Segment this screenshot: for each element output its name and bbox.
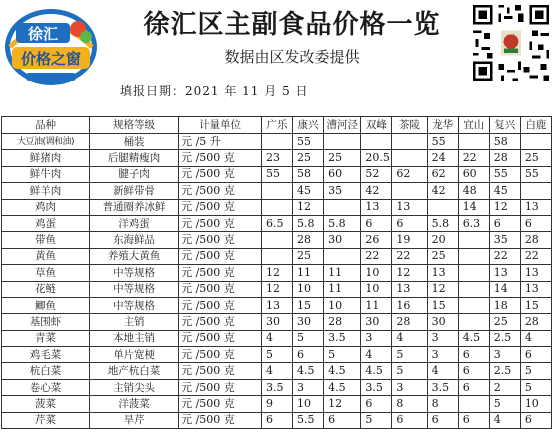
cell-variety: 鸡毛菜 [2, 347, 90, 363]
cell-price: 6 [458, 412, 489, 428]
cell-price: 4 [489, 412, 520, 428]
cell-price [458, 314, 489, 330]
cell-price: 4 [520, 330, 551, 346]
cell-unit: 元 /5 升 [179, 134, 262, 150]
header-col-guangle: 广乐 [261, 117, 292, 134]
cell-price [392, 150, 427, 166]
cell-price [324, 134, 361, 150]
cell-price: 12 [293, 199, 324, 215]
cell-price: 30 [293, 314, 324, 330]
cell-variety: 芹菜 [2, 412, 90, 428]
cell-price: 2.5 [489, 363, 520, 379]
cell-price: 6 [520, 412, 551, 428]
cell-price: 3 [361, 330, 392, 346]
cell-price: 10 [361, 281, 392, 297]
cell-variety: 鲜牛肉 [2, 166, 90, 182]
cell-price: 8 [427, 396, 458, 412]
cell-price [458, 297, 489, 313]
table-row [2, 166, 552, 182]
cell-price [261, 134, 292, 150]
table-row [2, 199, 552, 215]
cell-price: 3 [392, 379, 427, 395]
cell-price [261, 232, 292, 248]
cell-variety: 鲜羊肉 [2, 183, 90, 199]
cell-price: 55 [261, 166, 292, 182]
cell-price: 5 [261, 347, 292, 363]
cell-grade: 洋菠菜 [90, 396, 179, 412]
cell-price: 6 [520, 347, 551, 363]
cell-price: 22 [520, 248, 551, 264]
header-col-variety: 品种 [2, 117, 90, 134]
cell-variety: 杭白菜 [2, 363, 90, 379]
cell-price: 28 [489, 150, 520, 166]
table-row [2, 281, 552, 297]
table-row [2, 150, 552, 166]
cell-price: 22 [458, 150, 489, 166]
cell-price: 6 [392, 412, 427, 428]
cell-price: 28 [324, 314, 361, 330]
cell-price: 5 [520, 363, 551, 379]
cell-price [324, 199, 361, 215]
cell-price: 5 [324, 347, 361, 363]
cell-price: 10 [520, 396, 551, 412]
cell-grade: 主销 [90, 314, 179, 330]
cell-price [458, 248, 489, 264]
cell-unit: 元 /500 克 [179, 297, 262, 313]
cell-grade: 中等规格 [90, 281, 179, 297]
cell-price [261, 248, 292, 264]
table-row [2, 396, 552, 412]
cell-price: 12 [261, 281, 292, 297]
cell-price: 4.5 [458, 330, 489, 346]
table-row [2, 347, 552, 363]
cell-variety: 黄鱼 [2, 248, 90, 264]
table-row [2, 265, 552, 281]
cell-price: 3.5 [324, 330, 361, 346]
cell-price: 3 [293, 379, 324, 395]
cell-price: 60 [458, 166, 489, 182]
cell-grade: 普通圈养冰鲜 [90, 199, 179, 215]
cell-price: 13 [361, 199, 392, 215]
cell-price: 58 [489, 134, 520, 150]
cell-price: 12 [392, 265, 427, 281]
cell-price: 5 [520, 379, 551, 395]
cell-price: 18 [489, 297, 520, 313]
cell-price: 10 [293, 396, 324, 412]
page-subtitle: 数据由区发改委提供 [224, 48, 360, 66]
cell-price: 5 [392, 363, 427, 379]
header-col-yishan: 宜山 [458, 117, 489, 134]
cell-price: 13 [520, 281, 551, 297]
page-title: 徐汇区主副食品价格一览 [143, 10, 441, 40]
cell-price: 19 [392, 232, 427, 248]
cell-unit: 元 /500 克 [179, 150, 262, 166]
cell-price: 13 [520, 199, 551, 215]
cell-unit: 元 /500 克 [179, 265, 262, 281]
cell-price: 25 [427, 248, 458, 264]
cell-price: 3.5 [427, 379, 458, 395]
cell-price [458, 232, 489, 248]
cell-price: 48 [458, 183, 489, 199]
cell-price: 5.8 [324, 215, 361, 231]
cell-price: 13 [261, 297, 292, 313]
cell-grade: 东海鲜品 [90, 232, 179, 248]
cell-variety: 大豆油(调和油) [2, 134, 90, 150]
cell-price: 28 [520, 314, 551, 330]
header-col-grade: 规格等级 [90, 117, 179, 134]
cell-price: 45 [293, 183, 324, 199]
cell-price: 4 [392, 330, 427, 346]
cell-price: 5.8 [293, 215, 324, 231]
cell-price: 55 [427, 134, 458, 150]
header-col-kangxing: 康兴 [293, 117, 324, 134]
header-col-bailu: 白鹿 [520, 117, 551, 134]
cell-price: 3.5 [361, 379, 392, 395]
cell-price: 4.5 [361, 363, 392, 379]
cell-price: 55 [489, 166, 520, 182]
table-row [2, 232, 552, 248]
cell-variety: 基围虾 [2, 314, 90, 330]
header-col-fuxing: 复兴 [489, 117, 520, 134]
cell-price: 4 [261, 330, 292, 346]
cell-variety: 带鱼 [2, 232, 90, 248]
cell-price: 6.3 [458, 215, 489, 231]
cell-price: 4.5 [324, 379, 361, 395]
cell-price [458, 396, 489, 412]
cell-price [458, 265, 489, 281]
cell-price: 6 [361, 396, 392, 412]
cell-unit: 元 /500 克 [179, 314, 262, 330]
table-row [2, 330, 552, 346]
cell-price [520, 183, 551, 199]
table-row [2, 297, 552, 313]
cell-price: 13 [392, 281, 427, 297]
cell-grade: 地产杭白菜 [90, 363, 179, 379]
cell-grade: 单片宽梗 [90, 347, 179, 363]
cell-price [427, 199, 458, 215]
cell-price: 6 [427, 412, 458, 428]
cell-price: 12 [489, 199, 520, 215]
cell-price: 11 [324, 265, 361, 281]
cell-variety: 草鱼 [2, 265, 90, 281]
cell-price: 30 [361, 314, 392, 330]
cell-price: 15 [293, 297, 324, 313]
table-row [2, 215, 552, 231]
cell-price: 55 [293, 134, 324, 150]
cell-price: 28 [520, 232, 551, 248]
table-row [2, 379, 552, 395]
cell-price [392, 134, 427, 150]
header-col-chaling: 茶陵 [392, 117, 427, 134]
cell-price: 10 [361, 265, 392, 281]
cell-grade: 主销尖头 [90, 379, 179, 395]
report-date: 填报日期：2021 年 11 月 5 日 [120, 84, 309, 98]
cell-price: 60 [324, 166, 361, 182]
table-row [2, 412, 552, 428]
cell-price: 30 [261, 314, 292, 330]
cell-price: 20 [427, 232, 458, 248]
cell-price: 25 [324, 150, 361, 166]
cell-unit: 元 /500 克 [179, 347, 262, 363]
cell-price: 12 [261, 265, 292, 281]
cell-unit: 元 /500 克 [179, 379, 262, 395]
cell-price: 24 [427, 150, 458, 166]
cell-price: 28 [392, 314, 427, 330]
cell-price: 6 [324, 412, 361, 428]
cell-price: 30 [427, 314, 458, 330]
cell-price: 10 [324, 297, 361, 313]
cell-price: 13 [489, 265, 520, 281]
cell-price: 3 [427, 330, 458, 346]
cell-unit: 元 /500 克 [179, 412, 262, 428]
table-header-row [2, 117, 552, 134]
cell-price [458, 281, 489, 297]
cell-price: 25 [293, 248, 324, 264]
cell-price: 5 [361, 412, 392, 428]
cell-price: 11 [293, 265, 324, 281]
cell-price: 35 [489, 232, 520, 248]
table-row [2, 363, 552, 379]
logo-text-bottom: 价格之窗 [20, 50, 82, 68]
cell-price [392, 183, 427, 199]
cell-price: 22 [489, 248, 520, 264]
cell-price: 3 [427, 347, 458, 363]
cell-unit: 元 /500 克 [179, 232, 262, 248]
cell-price: 4.5 [293, 363, 324, 379]
cell-price: 6 [520, 215, 551, 231]
cell-price: 16 [392, 297, 427, 313]
cell-price [261, 183, 292, 199]
cell-grade: 旱芹 [90, 412, 179, 428]
cell-grade: 后腿精瘦肉 [90, 150, 179, 166]
cell-variety: 鸡蛋 [2, 215, 90, 231]
cell-variety: 花鲢 [2, 281, 90, 297]
price-window-logo-icon [2, 3, 100, 87]
cell-price: 5 [293, 330, 324, 346]
cell-price [458, 134, 489, 150]
cell-unit: 元 /500 克 [179, 248, 262, 264]
cell-price: 20.5 [361, 150, 392, 166]
cell-price: 14 [458, 199, 489, 215]
cell-price [324, 248, 361, 264]
cell-price: 6 [458, 363, 489, 379]
cell-grade: 新鲜带骨 [90, 183, 179, 199]
table-row [2, 248, 552, 264]
cell-price [361, 134, 392, 150]
qr-code-icon[interactable] [470, 2, 552, 84]
cell-price: 5.5 [293, 412, 324, 428]
table-row [2, 134, 552, 150]
cell-variety: 菠菜 [2, 396, 90, 412]
cell-price: 12 [324, 396, 361, 412]
cell-price: 4.5 [324, 363, 361, 379]
cell-price: 2.5 [489, 330, 520, 346]
cell-price: 13 [520, 265, 551, 281]
cell-variety: 鲜猪肉 [2, 150, 90, 166]
cell-variety: 青菜 [2, 330, 90, 346]
cell-price: 28 [293, 232, 324, 248]
cell-unit: 元 /500 克 [179, 396, 262, 412]
cell-variety: 鸡肉 [2, 199, 90, 215]
cell-price: 15 [520, 297, 551, 313]
cell-price: 2 [489, 379, 520, 395]
table-row [2, 183, 552, 199]
cell-price: 13 [392, 199, 427, 215]
cell-price: 4 [261, 363, 292, 379]
cell-grade: 腱子肉 [90, 166, 179, 182]
table-row [2, 314, 552, 330]
cell-price: 9 [261, 396, 292, 412]
cell-price: 25 [520, 150, 551, 166]
cell-price: 6.5 [261, 215, 292, 231]
header-col-caohejing: 漕河泾 [324, 117, 361, 134]
cell-unit: 元 /500 克 [179, 183, 262, 199]
cell-price: 12 [427, 281, 458, 297]
cell-grade: 桶装 [90, 134, 179, 150]
price-table [1, 116, 552, 429]
cell-price [261, 199, 292, 215]
cell-price: 22 [392, 248, 427, 264]
cell-price: 42 [427, 183, 458, 199]
cell-grade: 中等规格 [90, 297, 179, 313]
cell-price: 5 [489, 396, 520, 412]
cell-price: 3.5 [261, 379, 292, 395]
cell-unit: 元 /500 克 [179, 215, 262, 231]
cell-price: 6 [458, 379, 489, 395]
cell-price: 10 [293, 281, 324, 297]
cell-grade: 中等规格 [90, 265, 179, 281]
cell-price: 6 [392, 215, 427, 231]
cell-price: 8 [392, 396, 427, 412]
cell-price: 55 [520, 166, 551, 182]
cell-price: 4 [361, 347, 392, 363]
cell-price: 25 [293, 150, 324, 166]
cell-price: 5 [392, 347, 427, 363]
cell-price: 6 [261, 412, 292, 428]
cell-variety: 卷心菜 [2, 379, 90, 395]
cell-price: 5.8 [427, 215, 458, 231]
cell-unit: 元 /500 克 [179, 363, 262, 379]
cell-price: 35 [324, 183, 361, 199]
cell-price: 23 [261, 150, 292, 166]
cell-price: 11 [361, 297, 392, 313]
cell-price: 6 [489, 215, 520, 231]
cell-unit: 元 /500 克 [179, 281, 262, 297]
cell-variety: 鲫鱼 [2, 297, 90, 313]
cell-unit: 元 /500 克 [179, 166, 262, 182]
cell-unit: 元 /500 克 [179, 330, 262, 346]
cell-price: 62 [392, 166, 427, 182]
header-col-shuangfeng: 双峰 [361, 117, 392, 134]
cell-price: 3 [489, 347, 520, 363]
cell-price: 42 [361, 183, 392, 199]
cell-price: 26 [361, 232, 392, 248]
cell-price: 6 [361, 215, 392, 231]
cell-grade: 养殖大黄鱼 [90, 248, 179, 264]
cell-price: 45 [489, 183, 520, 199]
cell-price: 22 [361, 248, 392, 264]
cell-price: 25 [489, 314, 520, 330]
header-col-longhua: 龙华 [427, 117, 458, 134]
cell-price: 62 [427, 166, 458, 182]
cell-price: 14 [489, 281, 520, 297]
cell-price: 30 [324, 232, 361, 248]
cell-price: 58 [293, 166, 324, 182]
cell-price: 6 [293, 347, 324, 363]
logo-text-top: 徐汇 [27, 25, 59, 43]
cell-price [520, 134, 551, 150]
cell-price: 13 [427, 265, 458, 281]
cell-price: 6 [458, 347, 489, 363]
cell-grade: 洋鸡蛋 [90, 215, 179, 231]
cell-unit: 元 /500 克 [179, 199, 262, 215]
cell-price: 11 [324, 281, 361, 297]
header-col-unit: 计量单位 [179, 117, 262, 134]
cell-price: 52 [361, 166, 392, 182]
cell-grade: 本地主销 [90, 330, 179, 346]
cell-price: 4 [427, 363, 458, 379]
cell-price: 15 [427, 297, 458, 313]
